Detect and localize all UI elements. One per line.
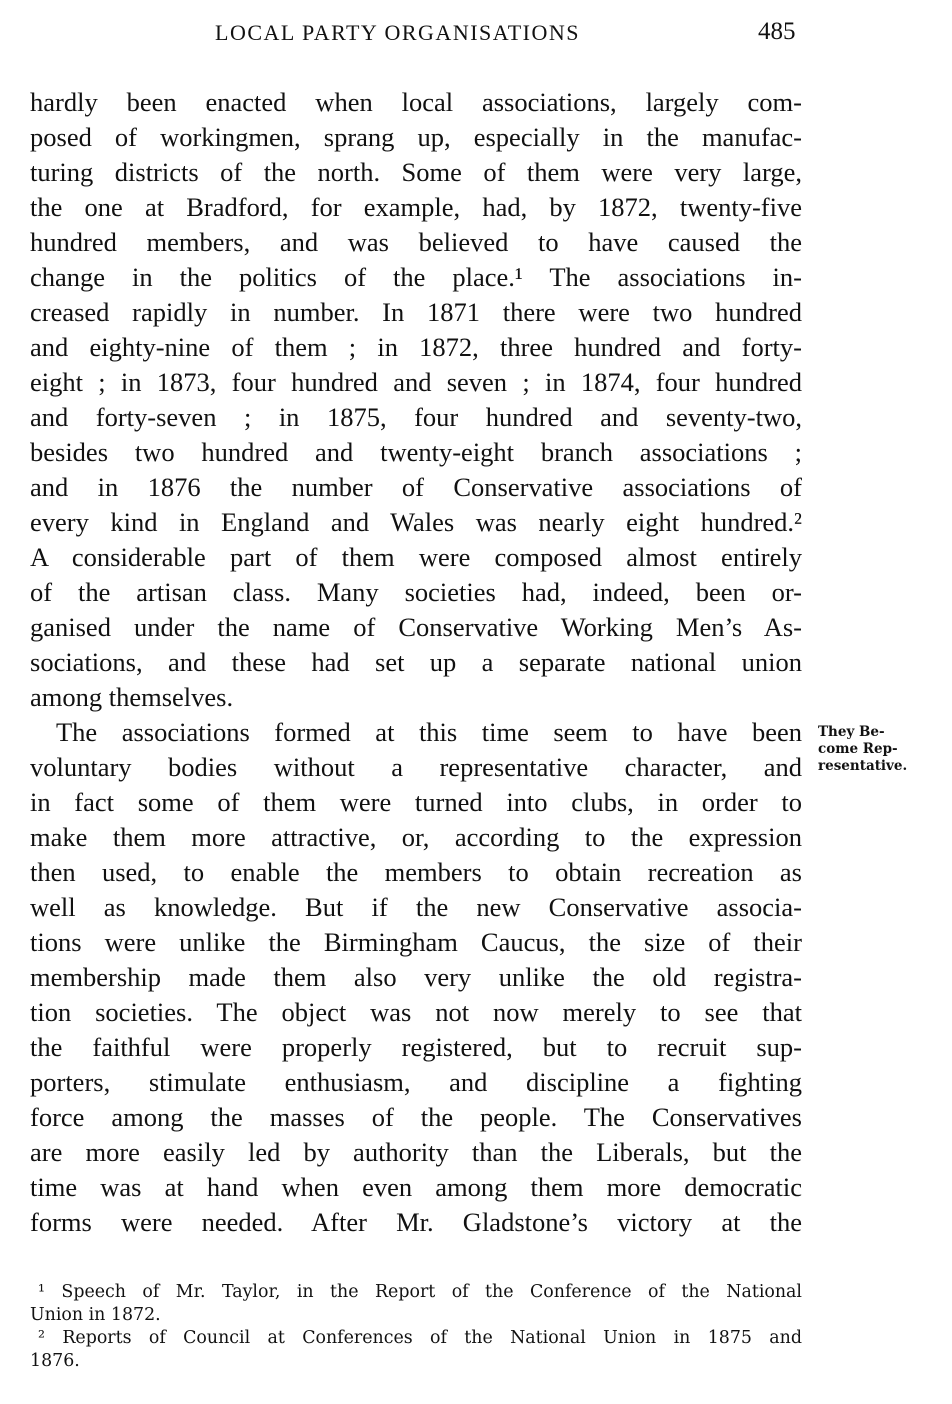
text-line: creased rapidly in number. In 1871 there were two hundred: [30, 297, 802, 327]
text-line: and forty-seven ; in 1875, four hundred and seventy-two,: [30, 402, 802, 432]
text-line: the faithful were properly registered, but to recruit sup-: [30, 1032, 802, 1062]
text-line: are more easily led by authority than the Liberals, but the: [30, 1137, 802, 1167]
body-text: [30, 85, 802, 1240]
margin-note-line: resentative.: [818, 758, 908, 774]
text-line: tions were unlike the Birmingham Caucus, the size of their: [30, 927, 802, 957]
footnote-2-line: 1876.: [30, 1351, 80, 1371]
text-line: forms were needed. After Mr. Gladstone’s victory at the: [30, 1207, 802, 1237]
text-line: among themselves.: [30, 682, 234, 712]
text-line: change in the politics of the place.¹ The associations in-: [30, 262, 802, 292]
text-line: besides two hundred and twenty-eight branch associations ;: [30, 437, 802, 467]
running-title: LOCAL PARTY ORGANISATIONS: [215, 20, 580, 45]
footnote-1-line: ¹ Speech of Mr. Taylor, in the Report of the Conference of the National: [38, 1282, 802, 1302]
text-line: sociations, and these had set up a separate national union: [30, 647, 802, 677]
footnote-2-line: ² Reports of Council at Conferences of the National Union in 1875 and: [38, 1328, 802, 1348]
text-line: in fact some of them were turned into clubs, in order to: [30, 787, 802, 817]
text-line: the one at Bradford, for example, had, by 1872, twenty-five: [30, 192, 802, 222]
text-line: membership made them also very unlike the old registra-: [30, 962, 802, 992]
text-line: then used, to enable the members to obtain recreation as: [30, 857, 802, 887]
margin-note-line: They Be-: [818, 724, 885, 740]
text-line: of the artisan class. Many societies had, indeed, been or-: [30, 577, 802, 607]
text-line: and in 1876 the number of Conservative associations of: [30, 472, 802, 502]
text-line: posed of workingmen, sprang up, especially in the manufac-: [30, 122, 802, 152]
footnotes: [30, 1281, 802, 1373]
text-line: eight ; in 1873, four hundred and seven ; in 1874, four hundred: [30, 367, 802, 397]
text-line: A considerable part of them were composed almost entirely: [30, 542, 802, 572]
text-line: every kind in England and Wales was nearly eight hundred.²: [30, 507, 802, 537]
page-number: 485: [758, 18, 796, 45]
text-line: well as knowledge. But if the new Conservative associa-: [30, 892, 802, 922]
text-line: turing districts of the north. Some of them were very large,: [30, 157, 802, 187]
text-line: hardly been enacted when local associations, largely com-: [30, 87, 802, 117]
margin-note-line: come Rep-: [818, 741, 898, 757]
text-line: ganised under the name of Conservative Working Men’s As-: [30, 612, 802, 642]
footnote-1-line: Union in 1872.: [30, 1305, 161, 1325]
paragraph-start-line: The associations formed at this time seem to have been: [56, 717, 802, 747]
text-line: and eighty-nine of them ; in 1872, three hundred and forty-: [30, 332, 802, 362]
text-line: hundred members, and was believed to have caused the: [30, 227, 802, 257]
page-header: [0, 18, 952, 50]
text-line: voluntary bodies without a representative character, and: [30, 752, 802, 782]
text-line: time was at hand when even among them more democratic: [30, 1172, 802, 1202]
text-line: force among the masses of the people. The Conservatives: [30, 1102, 802, 1132]
margin-note: [818, 724, 948, 775]
text-line: make them more attractive, or, according to the expression: [30, 822, 802, 852]
text-line: porters, stimulate enthusiasm, and discipline a fighting: [30, 1067, 802, 1097]
text-line: tion societies. The object was not now merely to see that: [30, 997, 802, 1027]
